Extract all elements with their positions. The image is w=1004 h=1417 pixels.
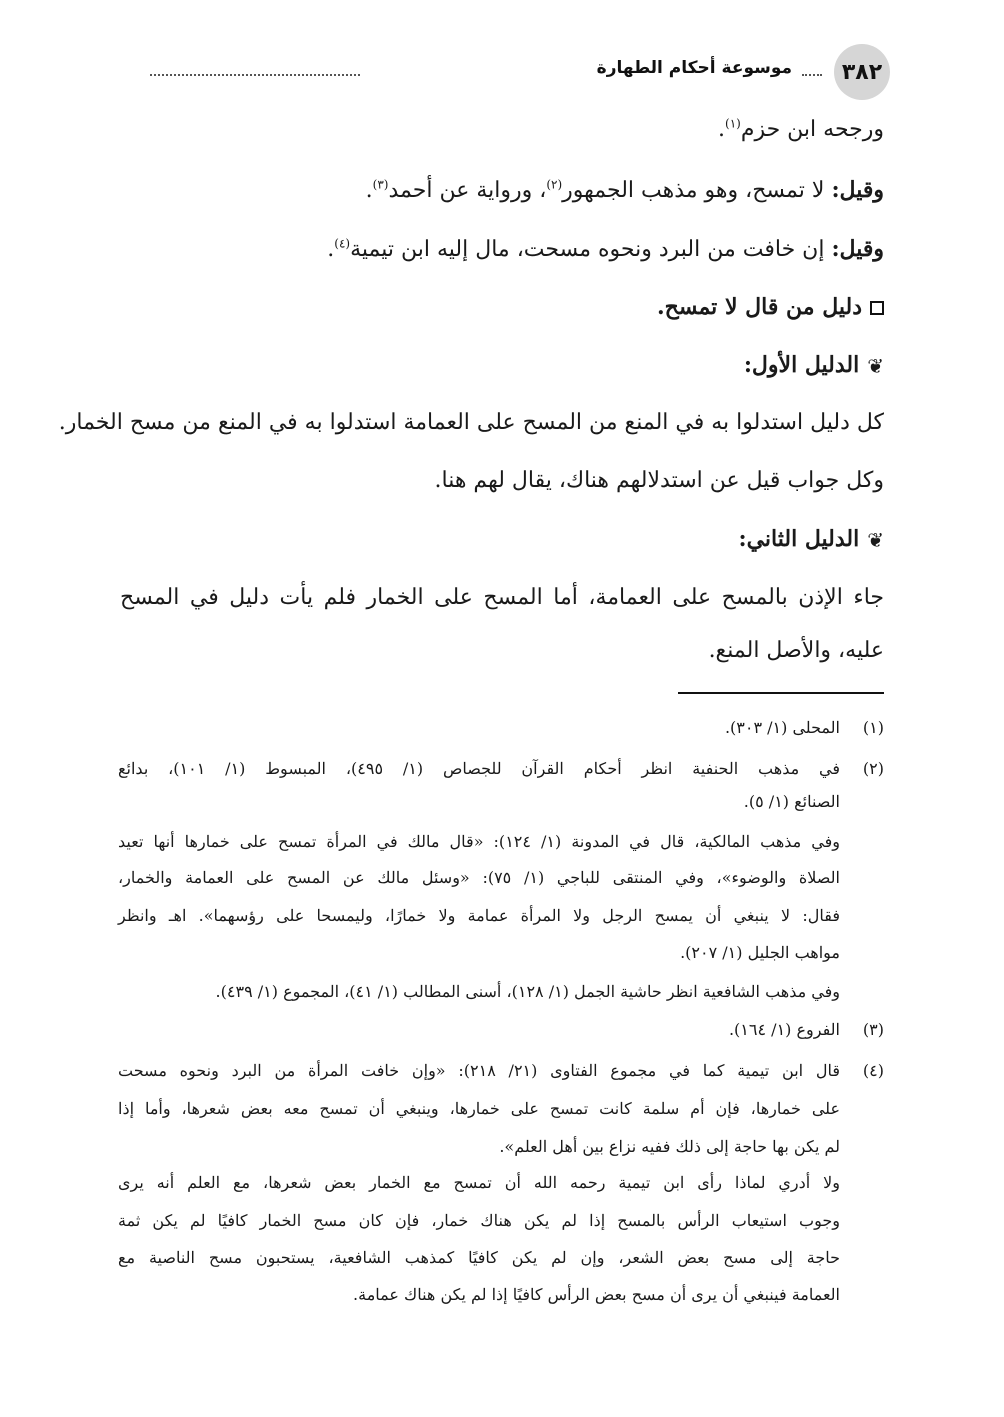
footnote-line: مواهب الجليل (١/ ٢٠٧).: [680, 943, 840, 962]
footnote-line: الصنائع (١/ ٥).: [743, 792, 840, 811]
subsection-heading: ❦الدليل الثاني:: [738, 523, 884, 556]
text-line: وقيل: إن خافت من البرد ونحوه مسحت، مال إليه ابن تيمية$^{(٤)}$.: [327, 236, 884, 262]
footnote-ref[interactable]: (١): [725, 116, 741, 131]
footnote-number: (٣): [862, 1020, 884, 1039]
footnote-number: (١): [862, 718, 884, 737]
footnote-line: حاجة إلى مسح بعض الشعر، وإن لم يكن كافيًا كمذهب الشافعية، يستحبون مسح الناصية مع: [118, 1248, 840, 1267]
leaf-ornament-icon: ❦: [867, 354, 884, 378]
page-header: [150, 44, 890, 104]
page-number: ٣٨٢: [834, 44, 890, 100]
footnote: (٣) الفروع (١/ ١٦٤).: [118, 1014, 884, 1045]
footnote-number: (٤): [862, 1061, 884, 1080]
text-line: عليه، والأصل المنع.: [708, 638, 884, 663]
footnote-line: وفي مذهب الشافعية انظر حاشية الجمل (١/ ١٢٨)، أسنى المطالب (١/ ٤١)، المجموع (١/ ٤٣٩).: [215, 982, 840, 1001]
text-line: وقيل: لا تمسح، وهو مذهب الجمهور$^{(٢)}$، ورواية عن أحمد$^{(٣)}$.: [365, 177, 884, 203]
footnote: (١) المحلى (١/ ٣٠٣).: [118, 712, 884, 743]
footnote-ref[interactable]: (٢): [546, 177, 563, 192]
footnote-line: وفي مذهب المالكية، قال في المدونة (١/ ١٢٤): «قال مالك في المرأة تمسح على خمارها أنها تعيد: [118, 832, 841, 851]
footnote-line: لم يكن بها حاجة إلى ذلك ففيه نزاع بين أهل العلم».: [499, 1137, 840, 1156]
text-line: كل دليل استدلوا به في المنع من المسح على العمامة استدلوا به في المنع من مسح الخمار.: [58, 410, 884, 435]
section-heading: دليل من قال لا تمسح.: [657, 291, 884, 324]
header-dotted-rule-left: [150, 74, 360, 76]
subsection-heading: ❦الدليل الأول:: [744, 349, 884, 382]
text-line: جاء الإذن بالمسح على العمامة، أما المسح على الخمار فلم يأت دليل في المسح: [120, 585, 884, 610]
footnote-separator: [678, 692, 884, 694]
footnote-ref[interactable]: (٤): [334, 236, 351, 251]
checkbox-square-icon: [870, 301, 884, 315]
footnote-number: (٢): [862, 759, 884, 778]
leaf-ornament-icon: ❦: [867, 528, 884, 552]
footnote: (٢) في مذهب الحنفية انظر أحكام القرآن للجصاص (١/ ٤٩٥)، المبسوط (١/ ١٠١)، بدائع: [118, 753, 884, 784]
text-line: ورجحه ابن حزم$^{(١)}$.: [718, 116, 884, 142]
header-dotted-rule-right: [802, 74, 822, 76]
footnote-line: الصلاة والوضوء»، وفي المنتقى للباجي (١/ ٧٥): «وسئل مالك عن المسح على العمامة والخمار،: [118, 868, 841, 887]
footnote-line: العمامة فينبغي أن يرى أن مسح بعض الرأس كافيًا إذا لم يكن هناك عمامة.: [353, 1285, 840, 1304]
text-line: وكل جواب قيل عن استدلالهم هناك، يقال لهم هنا.: [434, 468, 884, 493]
footnote: (٤) قال ابن تيمية كما في مجموع الفتاوى (٢١/ ٢١٨): «وإن خافت المرأة من البرد ونحوه مسحت: [118, 1055, 884, 1086]
footnote-ref[interactable]: (٣): [372, 177, 389, 192]
footnote-line: وجوب استيعاب الرأس بالمسح إذا لم يكن هناك خمار، فإن كان مسح الخمار كافيًا لم يكن ثمة: [118, 1211, 840, 1230]
footnote-line: على خمارها، فإن أم سلمة كانت تمسح على خمارها، وينبغي أن تمسح معه بعض شعرها، وأما إذا: [118, 1099, 840, 1118]
footnote-line: ولا أدري لماذا رأى ابن تيمية رحمه الله أن تمسح مع الخمار بعض شعرها، مع العلم أنه يرى: [118, 1173, 840, 1192]
footnote-line: فقال: لا ينبغي أن يمسح الرجل ولا المرأة عمامة ولا خمارًا، وليمسحا على رؤسهما». اهـ وانظر: [118, 906, 841, 925]
book-title: موسوعة أحكام الطهارة: [596, 58, 792, 78]
